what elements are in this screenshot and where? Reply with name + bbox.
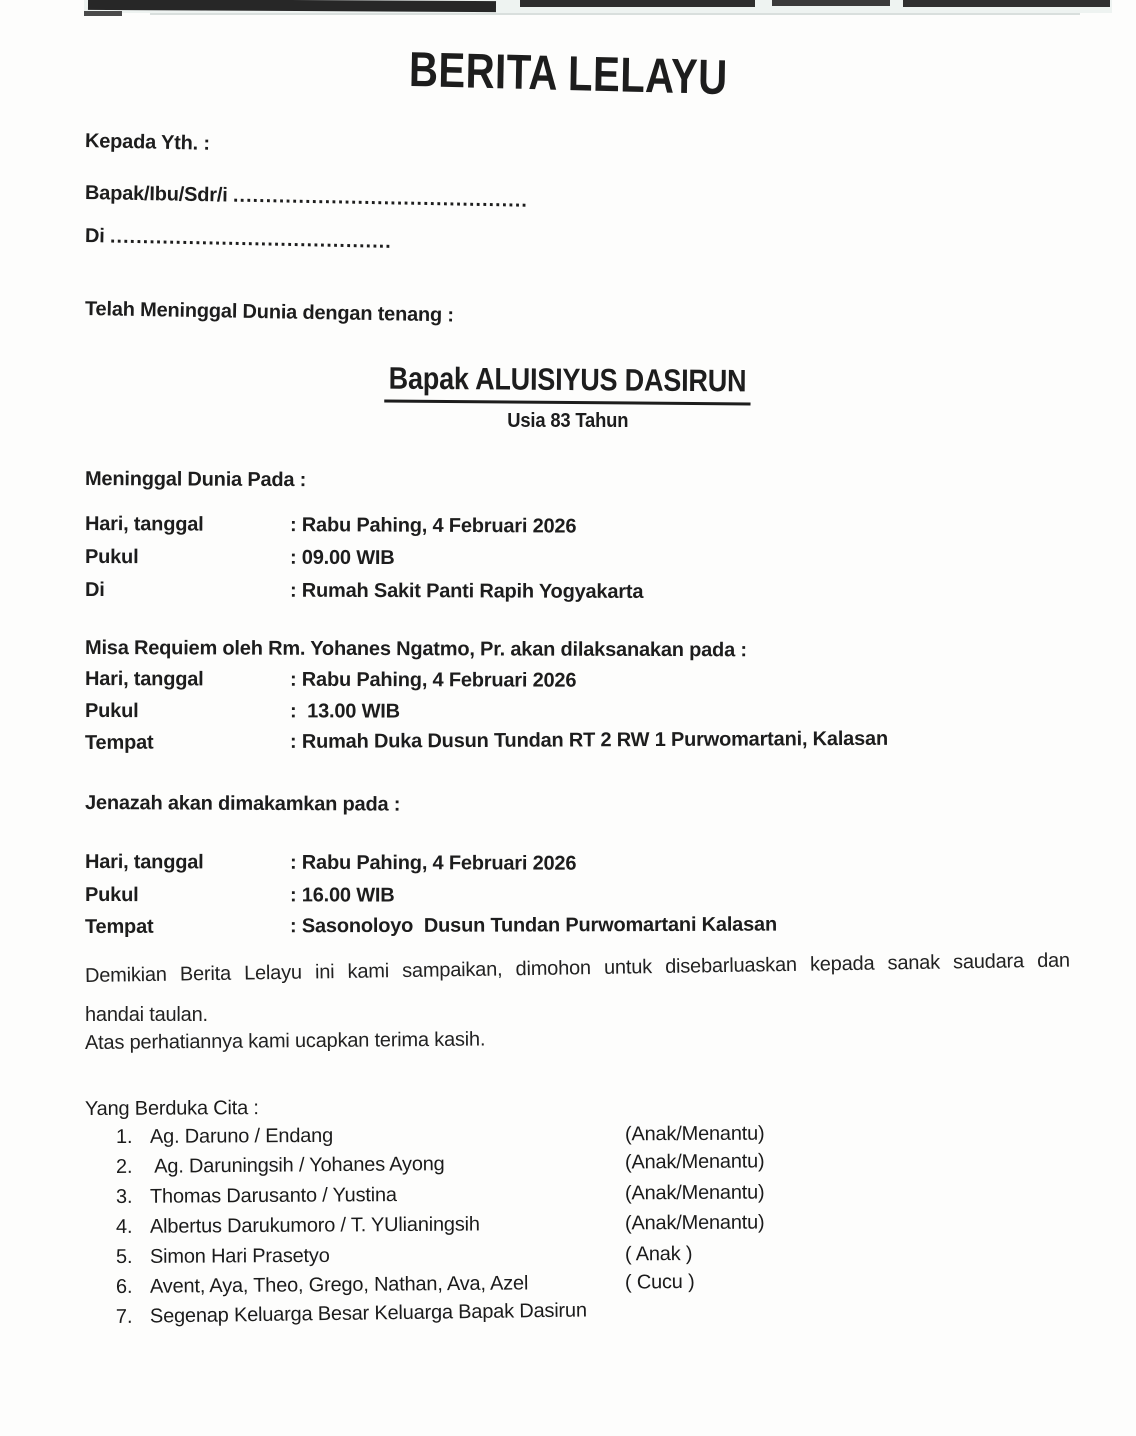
info-row [85, 851, 576, 876]
info-row [85, 668, 576, 693]
mourner-name: Ag. Daruno / Endang [149, 1124, 334, 1148]
info-row [85, 728, 888, 755]
row-value: : Rumah Sakit Panti Rapih Yogyakarta [289, 579, 644, 603]
scan-artifact-segment [520, 0, 755, 7]
mourner-number: 5. [115, 1245, 133, 1268]
requiem-heading: Misa Requiem oleh Rm. Yohanes Ngatmo, Pr. akan dilaksanakan pada : [84, 637, 747, 662]
mourner-item [116, 1179, 1126, 1212]
info-row [85, 914, 777, 939]
mourner-number: 3. [115, 1185, 133, 1208]
mourner-role: (Anak/Menantu) [624, 1150, 765, 1174]
scan-artifact-line [150, 13, 1080, 15]
mourner-number: 1. [115, 1125, 133, 1148]
page-title-text: BERITA LELAYU [408, 42, 728, 106]
mourner-name: Simon Hari Prasetyo [149, 1244, 330, 1268]
row-value: : Sasonoloyo Dusun Tundan Purwomartani Kalasan [289, 913, 778, 938]
mourner-role: ( Cucu ) [624, 1270, 695, 1294]
row-value: : 13.00 WIB [289, 700, 400, 723]
row-label: Pukul [84, 546, 139, 569]
mourner-item [116, 1209, 1126, 1242]
info-row [85, 579, 643, 604]
recipient-name-label: Bapak/Ibu/Sdr/i [84, 182, 228, 207]
burial-heading: Jenazah akan dimakamkan pada : [84, 792, 401, 816]
row-value: : Rabu Pahing, 4 Februari 2026 [289, 668, 577, 692]
mourner-name: Avent, Aya, Theo, Grego, Nathan, Ava, Azel [149, 1272, 529, 1298]
mourner-name: Albertus Darukumoro / T. YUlianingsih [149, 1213, 480, 1238]
mourner-role: (Anak/Menantu) [624, 1181, 765, 1205]
mourner-item [116, 1241, 1126, 1272]
scan-artifact-segment [88, 0, 496, 12]
mourner-name: Thomas Darusanto / Yustina [149, 1184, 397, 1208]
mourner-name: Ag. Daruningsih / Yohanes Ayong [149, 1153, 445, 1178]
row-label: Tempat [84, 915, 154, 938]
mourner-number: 2. [115, 1155, 133, 1178]
row-value: : 16.00 WIB [289, 884, 395, 907]
recipient-name-dots: ............................................. [232, 184, 529, 212]
scan-artifact-segment [84, 11, 122, 16]
closing-paragraph-line1: Demikian Berita Lelayu ini kami sampaikan, dimohon untuk disebarluaskan kepada sanak saudara dan [84, 949, 1071, 987]
mourner-item [116, 1121, 1126, 1152]
info-row [85, 546, 395, 570]
scan-artifact-segment [772, 0, 890, 6]
row-label: Hari, tanggal [84, 851, 204, 874]
scan-artifact-segment [903, 0, 1110, 7]
row-value: : Rabu Pahing, 4 Februari 2026 [289, 514, 577, 538]
info-row [85, 884, 395, 908]
death-intro: Telah Meninggal Dunia dengan tenang : [84, 298, 455, 327]
row-value: : Rabu Pahing, 4 Februari 2026 [289, 851, 577, 875]
mourner-item [116, 1147, 1126, 1182]
page-title [0, 42, 1136, 106]
row-value: : 09.00 WIB [289, 546, 395, 570]
row-label: Pukul [84, 884, 139, 907]
row-label: Hari, tanggal [84, 668, 204, 691]
mourner-role: (Anak/Menantu) [624, 1211, 765, 1235]
recipient-place-dots: ........................................... [109, 225, 393, 253]
row-label: Di [84, 579, 105, 602]
recipient-place-label: Di [84, 225, 105, 248]
recipient-name-line [85, 182, 528, 213]
death-info-heading: Meninggal Dunia Pada : [84, 468, 307, 492]
thanks-line: Atas perhatiannya kami ucapkan terima kasih. [84, 1028, 486, 1054]
deceased-age: Usia 83 Tahun [507, 410, 629, 432]
recipient-place-line [85, 225, 392, 254]
mourner-number: 6. [115, 1275, 133, 1298]
salutation: Kepada Yth. : [84, 130, 211, 155]
row-label: Hari, tanggal [84, 513, 204, 536]
mourner-number: 7. [115, 1305, 133, 1328]
mourner-name: Segenap Keluarga Besar Keluarga Bapak Dasirun [149, 1299, 587, 1328]
info-row [85, 513, 576, 539]
closing-paragraph-line2: handai taulan. [85, 1004, 208, 1026]
mourner-role: (Anak/Menantu) [624, 1122, 765, 1146]
row-label: Pukul [84, 700, 139, 723]
deceased-name: Bapak ALUISIYUS DASIRUN [0, 362, 1136, 404]
mourners-heading: Yang Berduka Cita : [84, 1097, 259, 1120]
mourner-number: 4. [115, 1215, 133, 1238]
mourner-role: ( Anak ) [624, 1242, 693, 1266]
row-value: : Rumah Duka Dusun Tundan RT 2 RW 1 Purwomartani, Kalasan [289, 727, 888, 753]
row-label: Tempat [84, 731, 154, 754]
info-row [85, 700, 400, 724]
